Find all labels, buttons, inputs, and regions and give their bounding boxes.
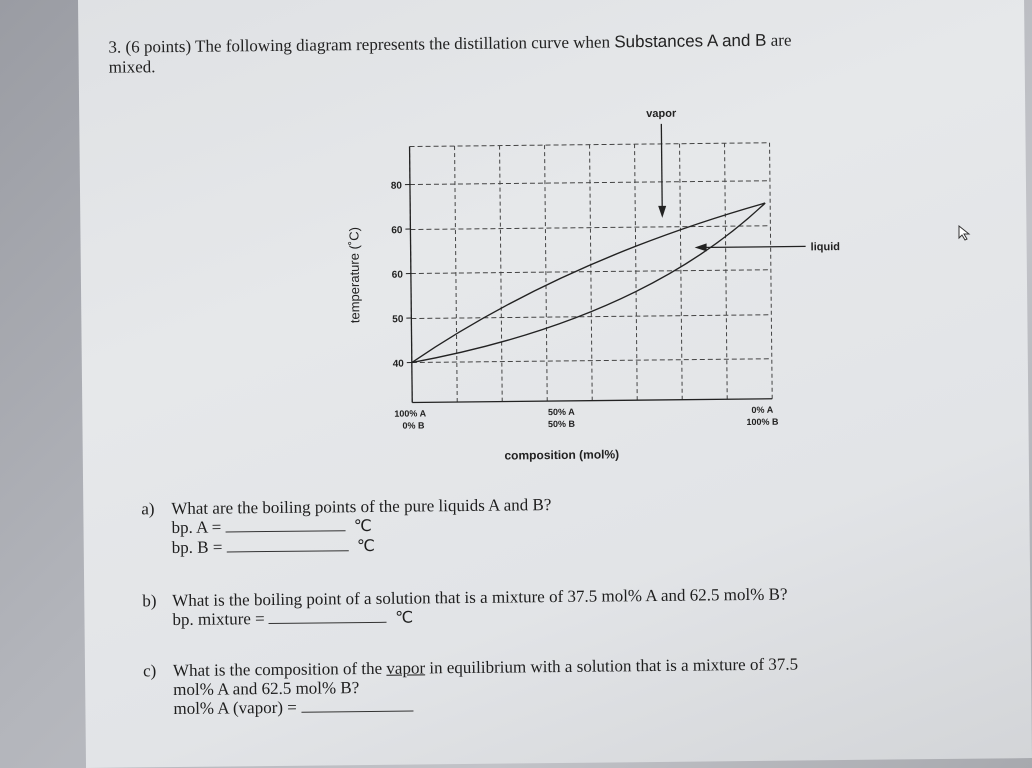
vapor-curve bbox=[410, 203, 767, 362]
part-a-label: a) bbox=[141, 499, 155, 519]
y-tick-label: 40 bbox=[392, 358, 404, 370]
part-c-question-vapor: vapor bbox=[386, 658, 426, 678]
x-tick-label-line2: 100% B bbox=[746, 416, 779, 428]
x-axis-label: composition (mol%) bbox=[504, 447, 620, 463]
bp-b-unit: ℃ bbox=[356, 537, 375, 556]
part-b bbox=[142, 585, 788, 631]
vapor-annotation-label: vapor bbox=[646, 107, 677, 121]
question-substances: Substances A and B bbox=[614, 30, 767, 52]
chart-annotations bbox=[646, 106, 840, 255]
y-tick-label: 60 bbox=[391, 225, 403, 237]
mol-a-vapor-label: mol% A (vapor) = bbox=[173, 697, 297, 719]
liquid-annotation-label: liquid bbox=[810, 241, 841, 254]
distillation-chart-svg bbox=[249, 92, 841, 478]
part-c-question-pre: What is the composition of the bbox=[172, 658, 383, 681]
liquid-arrow-head bbox=[695, 243, 707, 251]
worksheet-paper bbox=[78, 0, 1032, 768]
mouse-cursor-icon bbox=[958, 225, 972, 241]
part-c-label: c) bbox=[142, 661, 157, 681]
x-tick-label-line1: 50% A bbox=[547, 406, 575, 418]
bp-b-blank[interactable] bbox=[227, 536, 349, 552]
question-points: (6 points) bbox=[125, 36, 192, 57]
part-a-question: What are the boiling points of the pure liquids A and B? bbox=[171, 495, 552, 519]
grid-vline bbox=[770, 143, 773, 399]
part-b-question: What is the boiling point of a solution that is a mixture of 37.5 mol% A and 62.5 mol% B? bbox=[172, 584, 788, 611]
y-tick-label: 50 bbox=[392, 314, 404, 326]
liquid-arrow-line bbox=[699, 246, 806, 247]
chart-grid bbox=[410, 143, 773, 403]
question-text-line2: mixed. bbox=[108, 57, 156, 77]
part-c-question-line2: mol% A and 62.5 mol% B? bbox=[173, 678, 360, 700]
question-header bbox=[108, 31, 791, 78]
bp-a-label: bp. A = bbox=[171, 517, 222, 538]
part-c bbox=[143, 654, 799, 718]
mol-a-vapor-blank[interactable] bbox=[301, 697, 413, 713]
liquid-curve bbox=[410, 203, 767, 362]
bp-a-blank[interactable] bbox=[225, 516, 345, 532]
x-tick-label-line1: 0% A bbox=[751, 404, 774, 415]
part-c-question-post: in equilibrium with a solution that is a mixture of 37.5 bbox=[429, 654, 799, 678]
distillation-chart bbox=[249, 92, 841, 478]
bp-a-unit: ℃ bbox=[353, 517, 372, 536]
bp-b-label: bp. B = bbox=[171, 537, 223, 558]
x-tick-label-line2: 50% B bbox=[547, 418, 576, 430]
y-axis-label: temperature (˚C) bbox=[346, 227, 363, 324]
y-tick-label: 80 bbox=[390, 180, 403, 192]
question-text-2: are bbox=[770, 30, 792, 50]
y-tick-label: 60 bbox=[391, 269, 403, 281]
bp-mixture-label: bp. mixture = bbox=[172, 609, 265, 630]
part-a bbox=[141, 495, 552, 558]
question-text-1: The following diagram represents the distillation curve when bbox=[194, 32, 611, 56]
bp-mixture-unit: ℃ bbox=[395, 609, 414, 627]
vapor-arrow-line bbox=[661, 124, 662, 212]
chart-curves bbox=[410, 203, 767, 362]
grid-vline bbox=[680, 144, 683, 400]
question-number: 3. bbox=[108, 37, 122, 57]
part-b-label: b) bbox=[142, 591, 157, 611]
x-tick-label-line2: 0% B bbox=[402, 420, 425, 431]
bp-mixture-blank[interactable] bbox=[269, 608, 387, 624]
x-tick-label-line1: 100% A bbox=[394, 408, 427, 419]
vapor-arrow-head bbox=[658, 206, 666, 218]
